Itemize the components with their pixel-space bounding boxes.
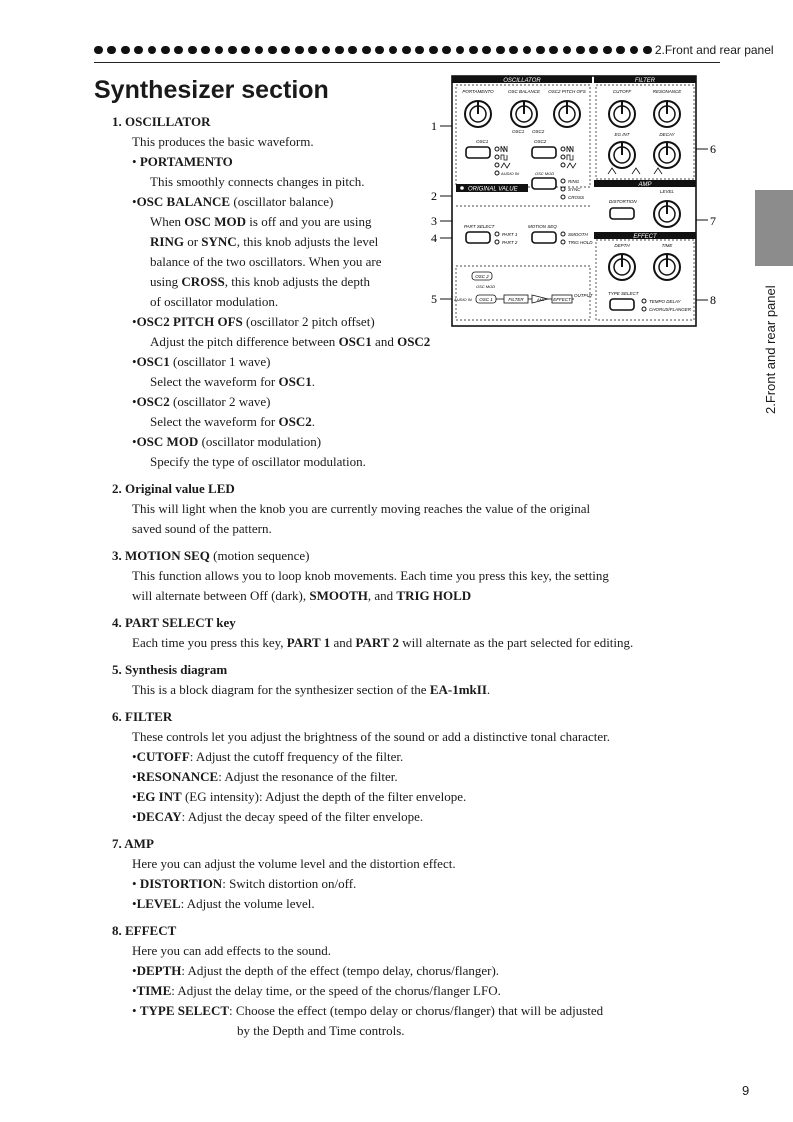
decay-desc: •DECAY: Adjust the decay speed of the filter envelope. — [132, 809, 424, 824]
svg-text:OUTPUT: OUTPUT — [574, 293, 593, 298]
item-5-title: 5. Synthesis diagram — [112, 662, 228, 677]
osc2-pitch-ofs-label: OSC2 PITCH OFS — [548, 89, 586, 94]
svg-text:OSC2: OSC2 — [532, 129, 545, 134]
osc2-desc: Select the waveform for OSC2. — [150, 414, 315, 429]
portamento-label: PORTAMENTO — [462, 89, 494, 94]
time-desc: •TIME: Adjust the delay time, or the speed of the chorus/flanger LFO. — [132, 983, 501, 998]
bullet-osc-mod: •OSC MOD (oscillator modulation) — [132, 434, 322, 449]
item-4-title: 4. PART SELECT key — [112, 615, 236, 630]
header-dot — [268, 46, 277, 55]
header-dot — [630, 46, 639, 55]
header-dot — [215, 46, 224, 55]
svg-text:OSC1: OSC1 — [512, 129, 525, 134]
body-content — [112, 112, 672, 1041]
osc-balance-desc-2: RING or SYNC, this knob adjusts the level — [150, 234, 379, 249]
header-dot — [308, 46, 317, 55]
item-7-line-1: Here you can adjust the volume level and the distortion effect. — [132, 856, 456, 871]
svg-text:OSC MOD: OSC MOD — [535, 171, 555, 176]
bullet-osc1: •OSC1 (oscillator 1 wave) — [132, 354, 271, 369]
osc-balance-label: OSC BALANCE — [507, 89, 541, 94]
header-dot — [241, 46, 250, 55]
header-dot — [589, 46, 598, 55]
header-dot — [469, 46, 478, 55]
header-dot — [442, 46, 451, 55]
eg-int-desc: •EG INT (EG intensity): Adjust the depth of the filter envelope. — [132, 789, 467, 804]
header-dot — [603, 46, 612, 55]
header-dot — [335, 46, 344, 55]
svg-text:RING: RING — [568, 179, 580, 184]
svg-text:CUTOFF: CUTOFF — [612, 89, 632, 94]
header-dot — [389, 46, 398, 55]
item-3-line-2: will alternate between Off (dark), SMOOTH, and TRIG HOLD — [132, 588, 472, 603]
svg-text:OSC 2: OSC 2 — [475, 274, 489, 279]
distortion-desc: • DISTORTION: Switch distortion on/off. — [132, 876, 357, 891]
bullet-portamento: • PORTAMENTO — [132, 154, 233, 169]
svg-text:CROSS: CROSS — [568, 195, 585, 200]
cutoff-desc: •CUTOFF: Adjust the cutoff frequency of the filter. — [132, 749, 404, 764]
header-dot — [201, 46, 210, 55]
svg-text:DISTORTION: DISTORTION — [609, 199, 637, 204]
callout-6 — [696, 142, 716, 156]
header-dot — [362, 46, 371, 55]
header-dot — [496, 46, 505, 55]
item-7-title: 7. AMP — [112, 836, 154, 851]
item-3-line-1: This function allows you to loop knob movements. Each time you press this key, the setting — [132, 568, 609, 583]
portamento-desc: This smoothly connects changes in pitch. — [150, 174, 365, 189]
page-title: Synthesizer section — [94, 76, 329, 104]
svg-text:TYPE SELECT: TYPE SELECT — [608, 291, 639, 296]
header-dot — [509, 46, 518, 55]
header-dot — [375, 46, 384, 55]
item-6-title: 6. FILTER — [112, 709, 173, 724]
header-dot — [94, 46, 103, 55]
header-dot — [523, 46, 532, 55]
header-dot — [148, 46, 157, 55]
svg-text:AUDIO IN: AUDIO IN — [501, 171, 519, 176]
header-dot — [536, 46, 545, 55]
svg-text:OSC 1: OSC 1 — [479, 297, 493, 302]
svg-text:MOTION SEQ: MOTION SEQ — [528, 224, 557, 229]
svg-text:7: 7 — [710, 214, 716, 228]
svg-text:FILTER: FILTER — [508, 297, 524, 302]
osc-balance-desc-3: balance of the two oscillators. When you are — [150, 254, 382, 269]
header-section-title: 2.Front and rear panel — [654, 43, 774, 57]
svg-text:AMP: AMP — [537, 297, 546, 302]
osc-balance-desc-4: using CROSS, this knob adjusts the depth — [150, 274, 370, 289]
bullet-osc2-pitch-ofs: •OSC2 PITCH OFS (oscillator 2 pitch offset) — [132, 314, 375, 329]
header-dot — [643, 46, 652, 55]
bullet-osc2: •OSC2 (oscillator 2 wave) — [132, 394, 271, 409]
header-dot — [549, 46, 558, 55]
header-dot — [429, 46, 438, 55]
item-2-line-1: This will light when the knob you are currently moving reaches the value of the original — [132, 501, 591, 516]
svg-text:TRIG HOLD: TRIG HOLD — [568, 240, 593, 245]
svg-text:PART SELECT: PART SELECT — [464, 224, 495, 229]
osc-balance-desc-1: When OSC MOD is off and you are using — [150, 214, 372, 229]
svg-text:OSC MOD: OSC MOD — [476, 284, 496, 289]
item-2-title: 2. Original value LED — [112, 481, 235, 496]
side-tab-label: 2.Front and rear panel — [763, 285, 778, 414]
svg-text:EFFECT: EFFECT — [553, 297, 571, 302]
side-tab — [755, 190, 793, 266]
svg-text:DEPTH: DEPTH — [614, 243, 630, 248]
svg-text:6: 6 — [710, 142, 716, 156]
svg-text:LEVEL: LEVEL — [659, 189, 675, 194]
svg-text:1: 1 — [431, 119, 437, 133]
item-8-title: 8. EFFECT — [112, 923, 177, 938]
svg-text:SYNC: SYNC — [568, 187, 581, 192]
item-1-text: This produces the basic waveform. — [132, 134, 314, 149]
header-dot — [174, 46, 183, 55]
header-dot — [482, 46, 491, 55]
svg-text:TIME: TIME — [661, 243, 673, 248]
svg-text:AUDIO IN: AUDIO IN — [454, 297, 472, 302]
header-dot — [161, 46, 170, 55]
callout-8 — [696, 293, 716, 307]
item-8-line-1: Here you can add effects to the sound. — [132, 943, 332, 958]
header-dot — [107, 46, 116, 55]
header-dot-row — [94, 46, 652, 55]
item-2-line-2: saved sound of the pattern. — [132, 521, 272, 536]
depth-desc: •DEPTH: Adjust the depth of the effect (tempo delay, chorus/flanger). — [132, 963, 500, 978]
svg-text:3: 3 — [431, 214, 437, 228]
osc2-pitch-ofs-desc: Adjust the pitch difference between OSC1 and OSC2 — [150, 334, 431, 349]
item-6-line-1: These controls let you adjust the brightness of the sound or add a distinctive tonal character. — [132, 729, 610, 744]
header-dot — [228, 46, 237, 55]
item-3-title: 3. MOTION SEQ (motion sequence) — [112, 548, 310, 563]
header-dot — [295, 46, 304, 55]
osc-mod-desc: Specify the type of oscillator modulation. — [150, 454, 366, 469]
header-dot — [402, 46, 411, 55]
svg-text:DECAY: DECAY — [659, 132, 675, 137]
svg-text:4: 4 — [431, 231, 437, 245]
svg-text:PART 1: PART 1 — [502, 232, 518, 237]
svg-text:PART 2: PART 2 — [502, 240, 518, 245]
svg-text:2: 2 — [431, 189, 437, 203]
header-dot — [616, 46, 625, 55]
osc-balance-desc-5: of oscillator modulation. — [150, 294, 279, 309]
page-number: 9 — [742, 1083, 750, 1098]
item-4-line-1: Each time you press this key, PART 1 and PART 2 will alternate as the part selected for editing. — [132, 635, 634, 650]
oscillator-title: OSCILLATOR — [503, 78, 541, 84]
level-desc: •LEVEL: Adjust the volume level. — [132, 896, 315, 911]
svg-text:OSC1: OSC1 — [476, 139, 489, 144]
header-dot — [563, 46, 572, 55]
svg-text:RESONANCE: RESONANCE — [652, 89, 682, 94]
svg-text:8: 8 — [710, 293, 716, 307]
header-dot — [576, 46, 585, 55]
header-rule — [94, 62, 720, 63]
svg-text:TEMPO DELAY: TEMPO DELAY — [649, 299, 681, 304]
header-dot — [188, 46, 197, 55]
bullet-osc-balance: •OSC BALANCE (oscillator balance) — [132, 194, 334, 209]
effect-title: EFFECT — [633, 234, 657, 240]
header-dot — [281, 46, 290, 55]
amp-title: AMP — [638, 182, 652, 188]
item-5-line-1: This is a block diagram for the synthesizer section of the EA-1mkII. — [132, 682, 491, 697]
header-dot — [348, 46, 357, 55]
svg-text:OSC2: OSC2 — [534, 139, 547, 144]
header-dot — [121, 46, 130, 55]
filter-title: FILTER — [634, 78, 656, 84]
type-select-desc-cont: by the Depth and Time controls. — [237, 1023, 405, 1038]
callout-7 — [696, 214, 716, 228]
osc1-desc: Select the waveform for OSC1. — [150, 374, 315, 389]
header-dot — [255, 46, 264, 55]
resonance-desc: •RESONANCE: Adjust the resonance of the filter. — [132, 769, 398, 784]
header-dot — [456, 46, 465, 55]
svg-text:EG INT: EG INT — [614, 132, 630, 137]
type-select-desc: • TYPE SELECT: Choose the effect (tempo delay or chorus/flanger) that will be adjusted — [132, 1003, 604, 1018]
svg-text:CHORUS/FLANGER: CHORUS/FLANGER — [649, 307, 692, 312]
original-value-label: ORIGINAL VALUE — [468, 186, 518, 193]
header-dot — [415, 46, 424, 55]
header-dot — [322, 46, 331, 55]
svg-text:SMOOTH: SMOOTH — [568, 232, 588, 237]
running-header — [94, 40, 774, 60]
item-1-title: 1. OSCILLATOR — [112, 114, 211, 129]
header-dot — [134, 46, 143, 55]
svg-text:5: 5 — [431, 292, 437, 306]
